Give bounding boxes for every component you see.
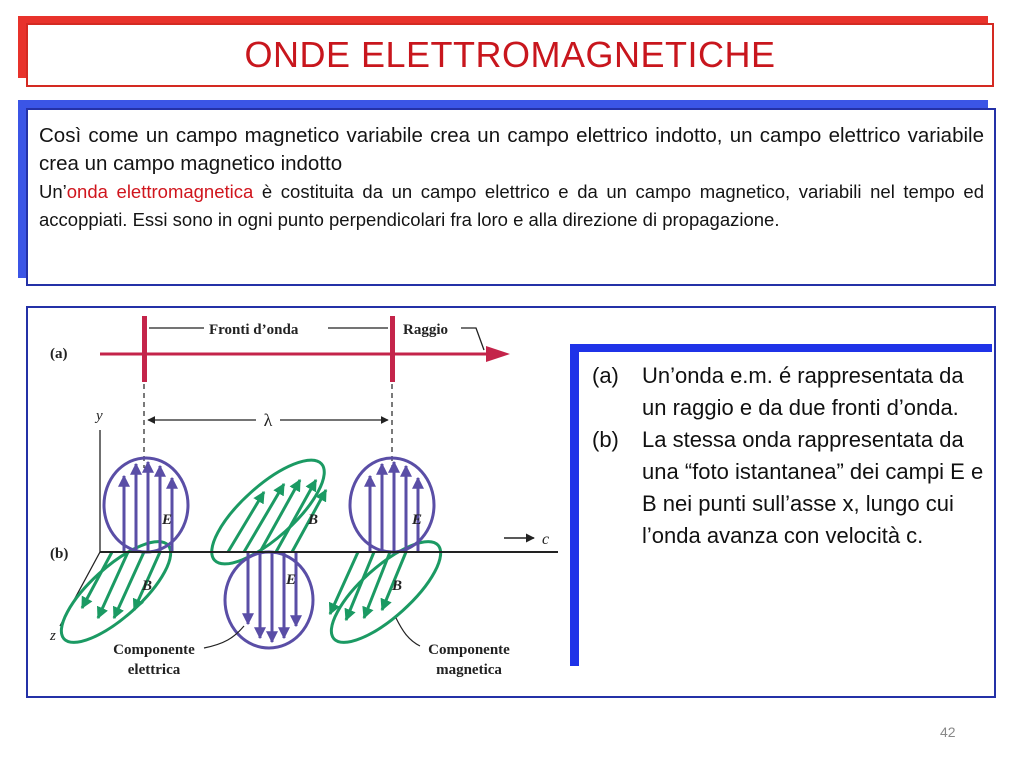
caption-text-b: La stessa onda rappresentata da una “foto istantanea” dei campi E e B nei punti sull’asse x, lungo cui l’onda avanza con velocità c. (642, 427, 984, 548)
e-lobe-1 (104, 458, 188, 552)
label-lambda: λ (263, 410, 273, 430)
raggio-leader (461, 328, 484, 350)
e-lobe-3 (350, 458, 434, 552)
caption-label-b: (b) (592, 427, 619, 452)
b-lobe-3 (317, 527, 454, 658)
comp-mag-line2: magnetica (436, 662, 502, 678)
comp-mag-leader (396, 618, 420, 646)
page-number: 42 (940, 724, 956, 740)
label-e-3: E (412, 512, 423, 528)
intro-highlight: onda elettromagnetica (66, 181, 254, 202)
axis-c-label: c (542, 531, 550, 548)
label-raggio: Raggio (403, 322, 448, 338)
label-fronti: Fronti d’onda (209, 322, 299, 338)
comp-el-line2: elettrica (127, 662, 181, 678)
wavefront-2 (390, 316, 395, 382)
comp-el-leader (204, 626, 244, 648)
caption-bar-top (570, 344, 992, 352)
intro-box (26, 108, 996, 286)
comp-mag-line1: Componente (428, 642, 510, 658)
title-box (26, 23, 994, 87)
intro-paragraph-1: Così come un campo magnetico variabile crea un campo elettrico indotto, un campo elettrico variabile crea un campo magnetico indotto (39, 124, 984, 175)
slide-title: ONDE ELETTROMAGNETICHE (244, 34, 776, 75)
axis-y-label: y (96, 408, 103, 424)
comp-el-line1: Componente (113, 642, 195, 658)
caption-label-a: (a) (592, 363, 619, 388)
caption-text-a: Un’onda e.m. é rappresentata da un raggio e da due fronti d’onda. (642, 363, 964, 420)
e-lobe-2 (225, 552, 313, 648)
ray-arrowhead (486, 346, 510, 362)
wave-diagram (28, 308, 568, 694)
axis-z-label: z (50, 628, 56, 644)
caption-item-a (592, 360, 988, 424)
caption-bar-left (570, 344, 579, 666)
label-b-2: B (308, 512, 319, 528)
intro-paragraph-2 (39, 178, 984, 234)
wavefront-1 (142, 316, 147, 382)
intro-rest: è costituita da un campo elettrico e da un campo magnetico, variabili nel tempo ed accoppiati. Essi sono in ogni punto perpendicolari fra loro e alla direzione di propagazione. (39, 181, 985, 230)
label-b-3: B (392, 578, 403, 594)
label-e-2: E (286, 572, 297, 588)
label-a: (a) (50, 346, 68, 362)
intro-prefix: Un’ (39, 181, 67, 202)
label-b-1: B (142, 578, 153, 594)
label-e-1: E (162, 512, 173, 528)
caption-list (592, 360, 988, 552)
caption-item-b (592, 424, 988, 552)
label-b: (b) (50, 546, 69, 562)
